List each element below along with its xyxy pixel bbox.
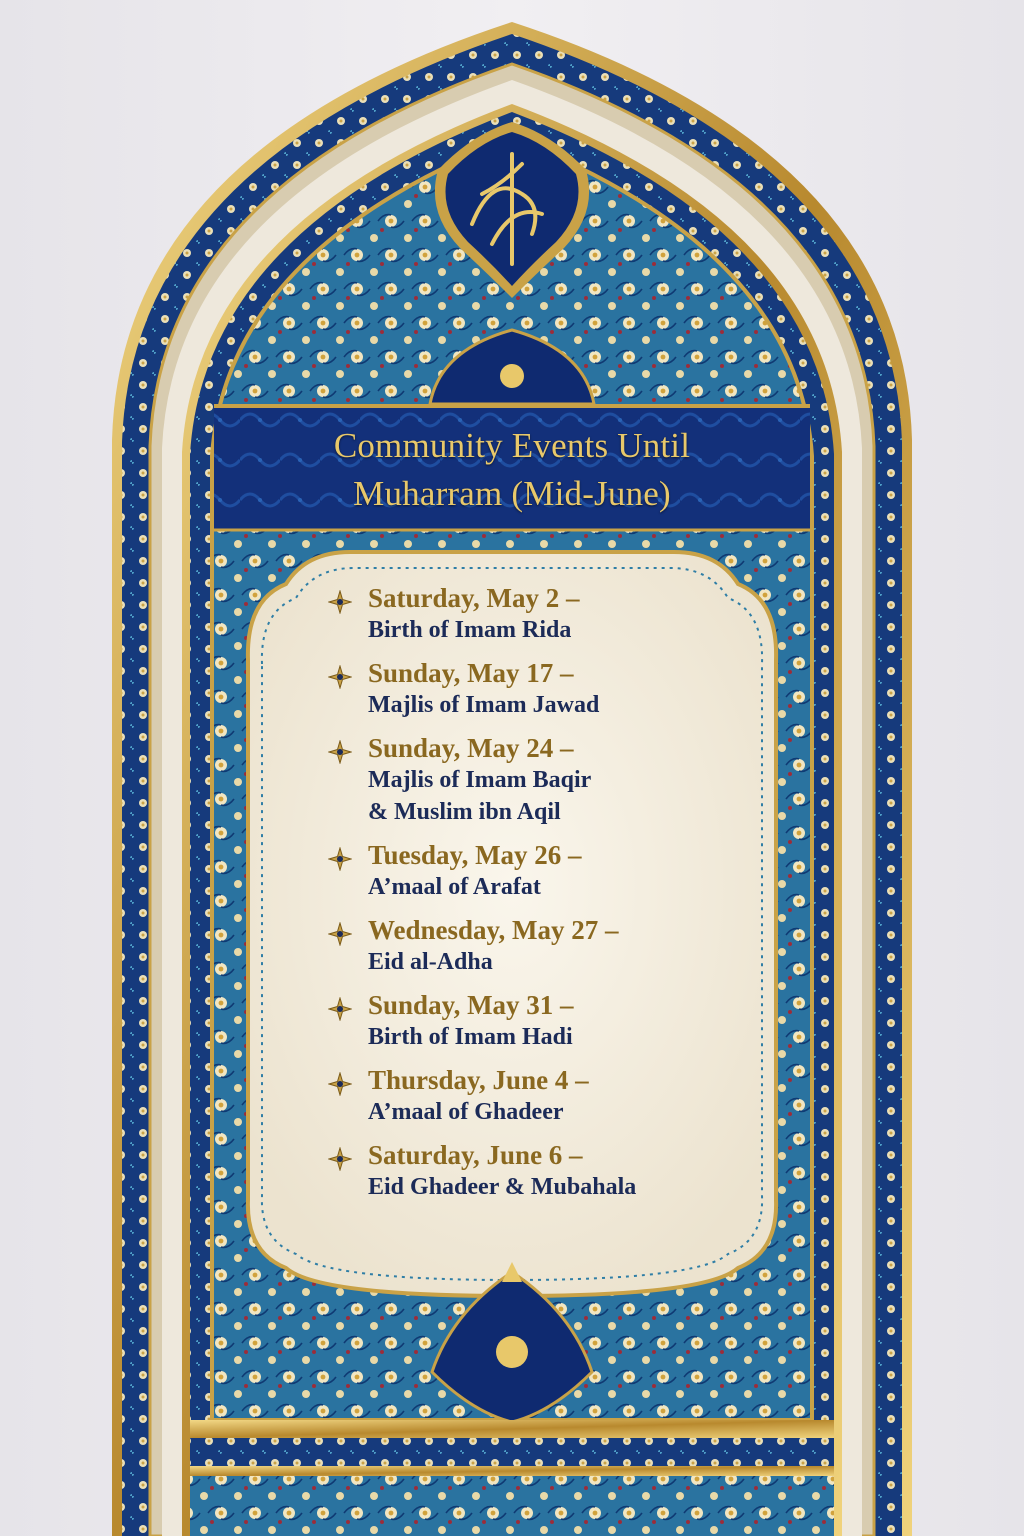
page-title-line-2: Muharram (Mid-June) bbox=[353, 474, 671, 513]
event-item bbox=[328, 657, 798, 721]
event-item bbox=[328, 989, 798, 1053]
event-date: Wednesday, May 27 – bbox=[368, 915, 619, 945]
event-description: A’maal of Arafat bbox=[368, 874, 541, 900]
event-date: Saturday, June 6 – bbox=[368, 1140, 583, 1170]
star-bullet-icon bbox=[328, 665, 352, 689]
event-item bbox=[328, 839, 798, 903]
star-bullet-icon bbox=[328, 1072, 352, 1096]
event-description: Eid Ghadeer & Mubahala bbox=[368, 1174, 637, 1200]
event-description: Eid al-Adha bbox=[368, 949, 493, 975]
star-bullet-icon bbox=[328, 590, 352, 614]
page-title-line-1: Community Events Until bbox=[333, 426, 691, 465]
event-item bbox=[328, 1064, 798, 1128]
star-bullet-icon bbox=[328, 740, 352, 764]
star-bullet-icon bbox=[328, 922, 352, 946]
star-bullet-icon bbox=[328, 847, 352, 871]
event-date: Sunday, May 17 – bbox=[368, 658, 574, 688]
event-description: Majlis of Imam Baqir bbox=[368, 767, 592, 793]
event-description: Birth of Imam Hadi bbox=[368, 1024, 573, 1050]
event-description: & Muslim ibn Aqil bbox=[368, 799, 561, 825]
event-date: Saturday, May 2 – bbox=[368, 583, 580, 613]
event-description: Birth of Imam Rida bbox=[368, 617, 572, 643]
event-item bbox=[328, 582, 798, 646]
event-list bbox=[328, 582, 798, 1214]
event-description: A’maal of Ghadeer bbox=[368, 1099, 564, 1125]
event-description: Majlis of Imam Jawad bbox=[368, 692, 600, 718]
event-date: Sunday, May 24 – bbox=[368, 733, 574, 763]
event-item bbox=[328, 1139, 798, 1203]
event-date: Sunday, May 31 – bbox=[368, 990, 574, 1020]
event-date: Thursday, June 4 – bbox=[368, 1065, 589, 1095]
event-item bbox=[328, 732, 798, 828]
star-bullet-icon bbox=[328, 997, 352, 1021]
event-date: Tuesday, May 26 – bbox=[368, 840, 582, 870]
star-bullet-icon bbox=[328, 1147, 352, 1171]
event-item bbox=[328, 914, 798, 978]
